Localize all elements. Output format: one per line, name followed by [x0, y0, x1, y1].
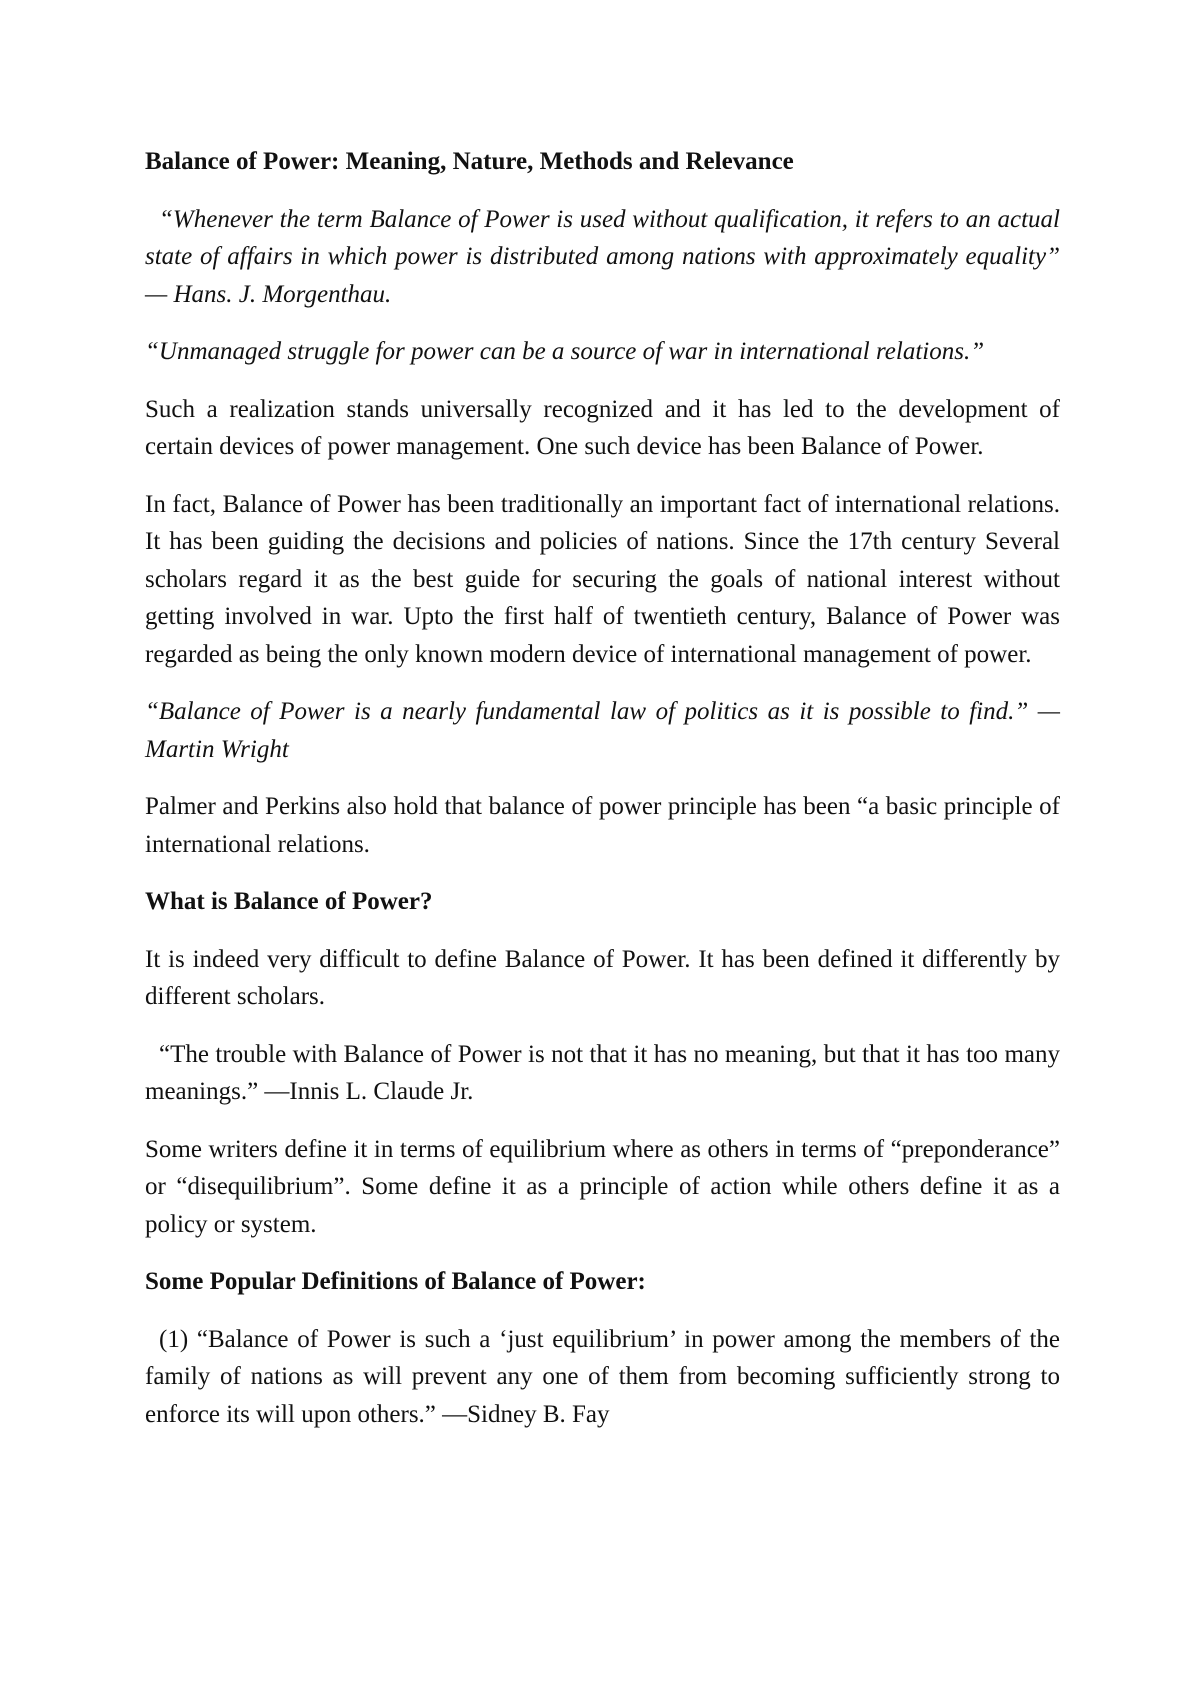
quote-unmanaged-struggle: “Unmanaged struggle for power can be a source of war in international relations.”	[145, 338, 985, 365]
document-title: Balance of Power: Meaning, Nature, Methods and Relevance	[145, 148, 794, 175]
heading-what-is-balance-of-power: What is Balance of Power?	[145, 888, 433, 915]
paragraph-in-fact: In fact, Balance of Power has been traditionally an important fact of international relations. It has been guiding the decisions and policies of nations. Since the 17th century Several scholars regard it as the best guide for securing the goals of national interest without getting involved in war. Upto the first half of twentieth century, Balance of Power was regarded as being the only known modern device of international management of power.	[145, 490, 1060, 668]
paragraph-some-writers: Some writers define it in terms of equilibrium where as others in terms of “preponderance” or “disequilibrium”. Some define it as a principle of action while others define it as a policy or system.	[145, 1135, 1060, 1238]
quote-martin-wright: “Balance of Power is a nearly fundamental law of politics as it is possible to find.” —Martin Wright	[145, 698, 1060, 763]
definition-sidney-fay: (1) “Balance of Power is such a ‘just equilibrium’ in power among the members of the family of nations as will prevent any one of them from becoming sufficiently strong to enforce its will upon others.” —Sidney B. Fay	[145, 1325, 1060, 1428]
document-body	[145, 143, 1060, 1453]
paragraph-difficult-to-define: It is indeed very difficult to define Balance of Power. It has been defined it differently by different scholars.	[145, 945, 1060, 1010]
paragraph-palmer-perkins: Palmer and Perkins also hold that balance of power principle has been “a basic principle of international relations.	[145, 793, 1060, 858]
heading-popular-definitions: Some Popular Definitions of Balance of Power:	[145, 1268, 646, 1295]
quote-innis-claude: “The trouble with Balance of Power is not that it has no meaning, but that it has too many meanings.” —Innis L. Claude Jr.	[145, 1040, 1060, 1105]
paragraph-realization: Such a realization stands universally recognized and it has led to the development of certain devices of power management. One such device has been Balance of Power.	[145, 395, 1060, 460]
quote-morgenthau: “Whenever the term Balance of Power is used without qualification, it refers to an actual state of affairs in which power is distributed among nations with approximately equality” — Hans. J. Morgenthau.	[145, 205, 1060, 308]
